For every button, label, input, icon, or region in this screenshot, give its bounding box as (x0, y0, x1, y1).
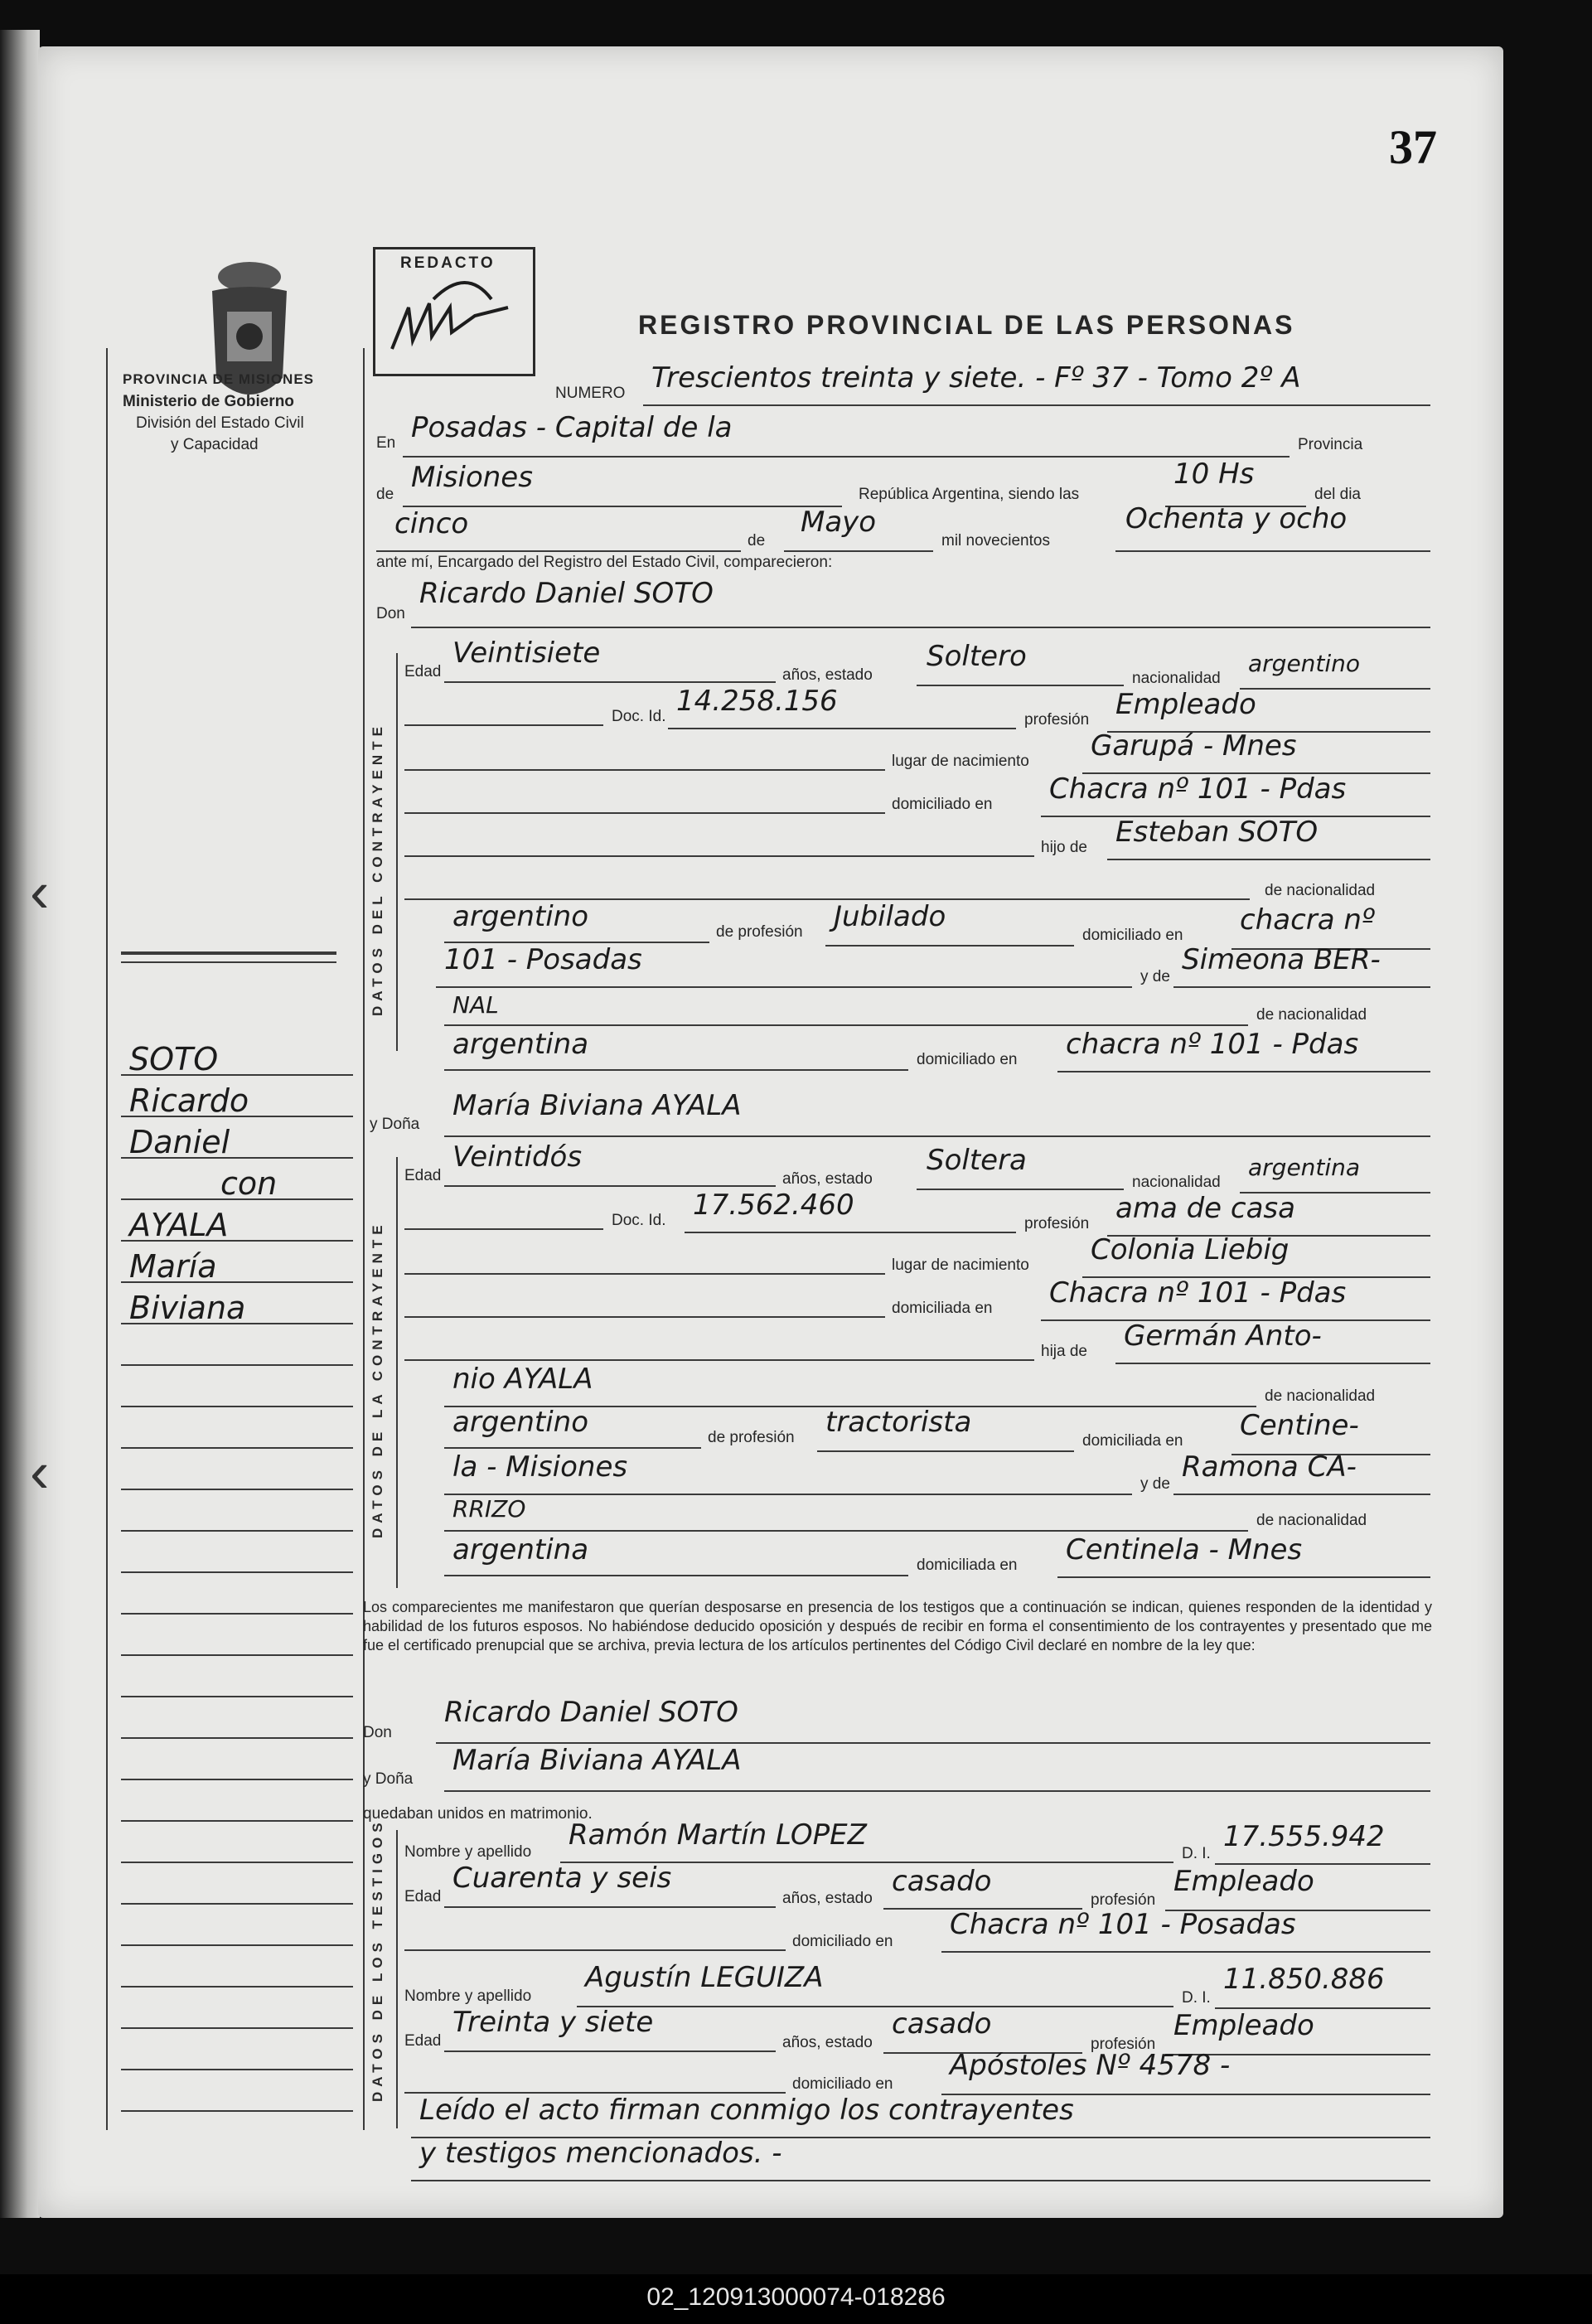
edad-label-2: Edad (404, 1167, 442, 1184)
bride-madre-2: RRIZO (452, 1495, 526, 1523)
page-number: 37 (1389, 120, 1437, 174)
closing-line-1: Leído el acto firman conmigo los contrayentes (419, 2094, 1074, 2127)
margin-name-4: con (220, 1165, 278, 1202)
bride-padre-dom-2: la - Misiones (452, 1450, 628, 1484)
margin-name-3: Daniel (129, 1124, 230, 1160)
lugar-nac-label-2: lugar de nacimiento (892, 1256, 1029, 1274)
mil-label: mil novecientos (941, 532, 1050, 550)
bride-lugar-nac: Colonia Liebig (1091, 1233, 1290, 1266)
margin-name-1: SOTO (129, 1041, 219, 1077)
groom-nacionalidad: argentino (1248, 650, 1361, 677)
en-label: En (376, 434, 396, 452)
de-nacionalidad-label: de nacionalidad (1265, 882, 1376, 899)
witness2-name: Agustín LEGUIZA (585, 1961, 824, 1994)
groom-estado: Soltero (927, 640, 1027, 673)
groom-padre: Esteban SOTO (1115, 816, 1319, 849)
groom-bracket (396, 653, 398, 1051)
de-nacionalidad-label-4: de nacionalidad (1256, 1512, 1367, 1529)
witness1-edad: Cuarenta y seis (452, 1862, 672, 1895)
groom-profesion: Empleado (1115, 688, 1256, 721)
lugar-value: Posadas - Capital de la (411, 411, 733, 444)
edad-label-3: Edad (404, 1888, 442, 1905)
numero-label: NUMERO (555, 385, 626, 402)
bride-bracket (396, 1157, 398, 1588)
mes-value: Mayo (801, 506, 877, 539)
groom-name: Ricardo Daniel SOTO (419, 577, 714, 610)
scan-id-footer: 02_120913000074-018286 (0, 2274, 1592, 2324)
bride-padre-2: nio AYALA (452, 1363, 593, 1396)
stamp-label: REDACTO (400, 254, 496, 272)
y-de-label: y de (1140, 968, 1170, 985)
domiciliado-label-2: domiciliado en (1082, 927, 1183, 944)
declaration-paragraph: Los comparecientes me manifestaron que querían desposarse en presencia de los testigos que a continuación se indican, quienes responden de la identidad y habilidad de los futuros esposos. No habiéndose deducido oposición y después de recibir en forma el consentimiento de los contrayentes y presentado que me fue el certificado prenupcial que se archiva, previa lectura de los artículos pertinentes del Código Civil declaré en nombre de la ley que: (363, 1599, 1432, 1653)
nombre-apellido-label: Nombre y apellido (404, 1843, 532, 1861)
groom-lugar-nac: Garupá - Mnes (1091, 729, 1297, 763)
bride-padre-dom: Centine- (1240, 1409, 1359, 1442)
document-page (30, 46, 1503, 2218)
provincia-label: Provincia (1298, 436, 1363, 453)
domiciliado-label: domiciliado en (892, 796, 993, 813)
doc-label: Doc. Id. (612, 708, 666, 725)
witness2-profesion: Empleado (1173, 2009, 1314, 2042)
nombre-apellido-label-2: Nombre y apellido (404, 1988, 532, 2005)
y-dona-label-2: y Doña (363, 1770, 414, 1788)
witness2-estado: casado (892, 2007, 992, 2041)
nacionalidad-label: nacionalidad (1132, 670, 1221, 687)
de-profesion-label-2: de profesión (708, 1429, 795, 1446)
profesion-label-3: profesión (1091, 1891, 1156, 1909)
redacto-stamp (373, 247, 535, 376)
provincia-value: Misiones (411, 461, 533, 494)
republica-label: República Argentina, siendo las (859, 486, 1080, 503)
bride-domicilio: Chacra nº 101 - Pdas (1049, 1276, 1347, 1310)
edad-label-4: Edad (404, 2032, 442, 2050)
groom-padre-dom2: 101 - Posadas (444, 943, 642, 976)
division-label-1: División del Estado Civil (136, 414, 304, 432)
profesion-label: profesión (1024, 711, 1090, 729)
province-label: PROVINCIA DE MISIONES (123, 371, 315, 387)
margin-name-2: Ricardo (129, 1082, 249, 1119)
bride-section-label: DATOS DE LA CONTRAYENTE (370, 1220, 385, 1538)
witness2-domicilio: Apóstoles Nº 4578 - (950, 2049, 1231, 2082)
estado-label: años, estado (782, 1890, 873, 1907)
y-de-label-2: y de (1140, 1475, 1170, 1493)
witness1-di: 17.555.942 (1223, 1820, 1385, 1853)
di-label: D. I. (1182, 1845, 1211, 1862)
domiciliada-label-2: domiciliada en (1082, 1432, 1183, 1450)
edad-label: Edad (404, 663, 442, 680)
groom-section-label: DATOS DEL CONTRAYENTE (370, 722, 385, 1016)
witness1-domicilio: Chacra nº 101 - Posadas (950, 1908, 1296, 1941)
bride-profesion: ama de casa (1115, 1192, 1295, 1225)
bride-name: María Biviana AYALA (452, 1089, 742, 1122)
groom-domicilio: Chacra nº 101 - Pdas (1049, 772, 1347, 806)
dia-value: cinco (394, 507, 469, 540)
anio-value: Ochenta y ocho (1125, 502, 1348, 535)
bride-madre-dom: Centinela - Mnes (1066, 1533, 1303, 1566)
witness-bracket (396, 1830, 398, 2128)
witness1-profesion: Empleado (1173, 1865, 1314, 1898)
groom-doc: 14.258.156 (676, 685, 838, 718)
di-label-2: D. I. (1182, 1989, 1211, 2007)
groom-madre: Simeona BER- (1182, 943, 1381, 976)
ministry-label: Ministerio de Gobierno (123, 393, 294, 410)
del-dia-label: del dia (1314, 486, 1361, 503)
bride-padre-nac: argentino (452, 1406, 588, 1439)
bride-madre-nac: argentina (452, 1533, 589, 1566)
ante-text: ante mí, Encargado del Registro del Estado Civil, comparecieron: (376, 554, 833, 571)
division-label-2: y Capacidad (171, 436, 259, 453)
margin-name-7: Biviana (129, 1290, 246, 1326)
domiciliado-label-3: domiciliado en (917, 1051, 1018, 1068)
estado-label-2: años, estado (782, 2034, 873, 2051)
numero-value: Trescientos treinta y siete. - Fº 37 - Tomo 2º A (651, 361, 1301, 395)
groom-edad: Veintisiete (452, 637, 601, 670)
bride-nacionalidad: argentina (1248, 1154, 1361, 1181)
groom-madre-dom: chacra nº 101 - Pdas (1066, 1028, 1359, 1061)
margin-mark-icon-2: ‹ (30, 1440, 50, 1504)
document-title: REGISTRO PROVINCIAL DE LAS PERSONAS (638, 310, 1295, 340)
bride-madre: Ramona CA- (1182, 1450, 1357, 1484)
margin-mark-icon: ‹ (30, 859, 50, 924)
witness2-di: 11.850.886 (1223, 1963, 1385, 1996)
hija-de-label: hija de (1041, 1343, 1087, 1360)
margin-divider (106, 348, 108, 2130)
margin-name-6: María (129, 1248, 217, 1285)
groom-padre-nac: argentino (452, 900, 588, 933)
closing-line-2: y testigos mencionados. - (419, 2137, 782, 2170)
bride-padre-prof: tractorista (825, 1406, 972, 1439)
nacionalidad-label-2: nacionalidad (1132, 1174, 1221, 1191)
groom-padre-prof: Jubilado (834, 900, 946, 933)
domiciliado-label-5: domiciliado en (792, 2075, 893, 2093)
bride-edad: Veintidós (452, 1140, 583, 1174)
domiciliada-label: domiciliada en (892, 1300, 993, 1317)
bride-estado: Soltera (927, 1144, 1027, 1177)
de-nacionalidad-label-3: de nacionalidad (1265, 1387, 1376, 1405)
hijo-de-label: hijo de (1041, 839, 1087, 856)
witness1-estado: casado (892, 1865, 992, 1898)
groom-madre-2: NAL (452, 991, 499, 1019)
domiciliado-label-4: domiciliado en (792, 1933, 893, 1950)
don-label: Don (376, 605, 405, 622)
witness2-edad: Treinta y siete (452, 2006, 654, 2039)
anos-estado-label: años, estado (782, 666, 873, 684)
de-mes-label: de (748, 532, 766, 550)
groom-madre-nac: argentina (452, 1028, 589, 1061)
domiciliada-label-3: domiciliada en (917, 1557, 1018, 1574)
signature-icon (384, 274, 529, 366)
y-dona-label: y Doña (370, 1116, 420, 1133)
quedaban-text: quedaban unidos en matrimonio. (363, 1805, 593, 1823)
bride-doc: 17.562.460 (693, 1189, 854, 1222)
witness-section-label: DATOS DE LOS TESTIGOS (370, 1818, 385, 2102)
anos-estado-label-2: años, estado (782, 1170, 873, 1188)
de-label: de (376, 486, 394, 503)
profesion-label-2: profesión (1024, 1215, 1090, 1232)
union-dona: María Biviana AYALA (452, 1744, 742, 1777)
witness1-name: Ramón Martín LOPEZ (569, 1818, 867, 1852)
hora-value: 10 Hs (1173, 458, 1255, 491)
de-nacionalidad-label-2: de nacionalidad (1256, 1006, 1367, 1024)
union-don: Ricardo Daniel SOTO (444, 1696, 738, 1729)
don-label-2: Don (363, 1724, 392, 1741)
body-divider (363, 348, 365, 2130)
margin-name-5: AYALA (129, 1207, 229, 1243)
de-profesion-label: de profesión (716, 923, 803, 941)
lugar-nac-label: lugar de nacimiento (892, 753, 1029, 770)
bride-padre: Germán Anto- (1124, 1319, 1322, 1353)
book-binding-edge (0, 30, 40, 2218)
profesion-label-4: profesión (1091, 2036, 1156, 2053)
doc-label-2: Doc. Id. (612, 1212, 666, 1229)
groom-padre-dom: chacra nº (1240, 903, 1375, 937)
